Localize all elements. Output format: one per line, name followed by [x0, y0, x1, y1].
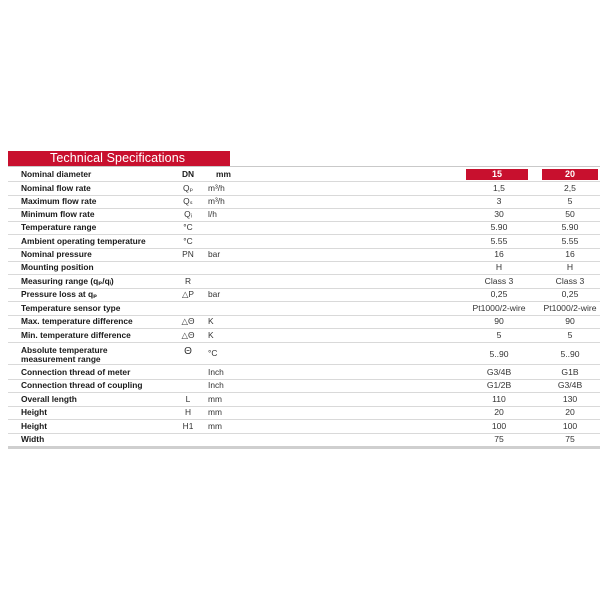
value-dn15: 75	[494, 434, 504, 444]
row-label: Minimum flow rate	[21, 209, 95, 219]
value-dn20: 16	[565, 249, 575, 259]
value-dn15: H	[495, 262, 503, 272]
row-unit: Inch	[208, 367, 224, 377]
table-row	[8, 275, 600, 289]
row-label-line2: measurement range	[21, 354, 101, 364]
row-unit: mm	[208, 394, 222, 404]
row-label: Max. temperature difference	[21, 316, 133, 326]
row-label: Pressure loss at qₚ	[21, 289, 98, 299]
row-label: Ambient operating temperature	[21, 236, 146, 246]
row-unit: Inch	[208, 380, 224, 390]
row-label: Maximum flow rate	[21, 196, 97, 206]
row-symbol: °C	[183, 236, 193, 246]
row-unit: l/h	[208, 209, 217, 219]
row-label: Min. temperature difference	[21, 330, 131, 340]
value-dn15: Class 3	[484, 276, 514, 286]
table-row	[8, 208, 600, 222]
row-symbol: PN	[182, 249, 194, 259]
row-label: Connection thread of meter	[21, 367, 131, 377]
value-dn20: G1B	[561, 367, 579, 377]
value-dn20: 5.55	[561, 236, 579, 246]
value-dn15: 20	[494, 407, 504, 417]
table-row	[8, 420, 600, 434]
value-dn15: 16	[494, 249, 504, 259]
value-dn20: 130	[562, 394, 578, 404]
row-label: Width	[21, 434, 45, 444]
row-label	[21, 346, 108, 364]
value-dn15: 90	[494, 316, 504, 326]
row-label: Mounting position	[21, 262, 94, 272]
row-unit: mm	[208, 407, 222, 417]
table-row	[8, 302, 600, 316]
table-row	[8, 261, 600, 275]
table-row	[8, 221, 600, 235]
value-dn15: 1,5	[493, 183, 505, 193]
row-unit: bar	[208, 289, 221, 299]
row-symbol: △P	[181, 289, 195, 299]
table-row	[8, 248, 600, 262]
row-unit: K	[208, 316, 214, 326]
value-dn20: 5.90	[561, 222, 579, 232]
value-dn15: G1/2B	[486, 380, 512, 390]
section-title: Technical Specifications	[8, 151, 230, 166]
table-row	[8, 182, 600, 196]
row-label: Connection thread of coupling	[21, 380, 143, 390]
table-row	[8, 433, 600, 449]
row-unit: mm	[208, 421, 222, 431]
row-symbol: Qₛ	[183, 196, 193, 206]
header-row	[8, 168, 600, 182]
value-dn20: 2,5	[564, 183, 576, 193]
value-dn20: 100	[562, 421, 578, 431]
value-dn20: 0,25	[561, 289, 579, 299]
table-row	[8, 315, 600, 329]
table-row	[8, 235, 600, 249]
row-unit: K	[208, 330, 214, 340]
row-label: Nominal pressure	[21, 249, 92, 259]
table-row	[8, 366, 600, 380]
row-label: Nominal flow rate	[21, 183, 91, 193]
value-dn20: H	[566, 262, 574, 272]
value-dn20: 5..90	[560, 349, 580, 359]
value-dn15: 5..90	[489, 349, 509, 359]
row-label: Height	[21, 407, 48, 417]
value-dn15: 3	[496, 196, 502, 206]
value-dn20: 50	[565, 209, 575, 219]
row-symbol: °C	[183, 222, 193, 232]
row-label-line1: Absolute temperature	[21, 345, 108, 355]
row-symbol: H1	[182, 421, 194, 431]
value-dn15: 5.90	[490, 222, 508, 232]
table-row	[8, 288, 600, 302]
header-symbol: DN	[181, 169, 195, 179]
row-unit: m³/h	[208, 196, 225, 206]
theta-symbol: Θ	[184, 346, 192, 357]
row-label: Height	[21, 421, 48, 431]
row-symbol: Qₚ	[182, 183, 194, 193]
value-dn15: 5.55	[490, 236, 508, 246]
size-20-badge: 20	[542, 169, 598, 180]
row-label: Temperature sensor type	[21, 303, 121, 313]
header-label: Nominal diameter	[21, 169, 92, 179]
value-dn20: 75	[565, 434, 575, 444]
table-row	[8, 195, 600, 209]
value-dn20: 5	[567, 196, 573, 206]
value-dn15: G3/4B	[486, 367, 512, 377]
value-dn15: 30	[494, 209, 504, 219]
row-symbol: R	[184, 276, 192, 286]
value-dn20: Pt1000/2-wire	[543, 303, 597, 313]
table-row	[8, 329, 600, 343]
table-row	[8, 343, 600, 365]
title-divider	[8, 166, 600, 167]
table-row	[8, 406, 600, 420]
value-dn15: 100	[491, 421, 507, 431]
row-label: Overall length	[21, 394, 77, 404]
row-unit: bar	[208, 249, 221, 259]
value-dn15: 0,25	[490, 289, 508, 299]
table-row	[8, 379, 600, 393]
value-dn20: Class 3	[555, 276, 585, 286]
value-dn15: 110	[492, 394, 506, 404]
row-label: Temperature range	[21, 222, 97, 232]
row-symbol: △Θ	[181, 316, 195, 326]
row-label: Measuring range (qₚ/qᵢ)	[21, 276, 114, 286]
row-symbol: L	[185, 394, 191, 404]
table-row	[8, 393, 600, 407]
row-unit: °C	[208, 348, 218, 358]
value-dn20: 90	[565, 316, 575, 326]
size-15-badge: 15	[466, 169, 528, 180]
row-symbol: Qᵢ	[184, 209, 192, 219]
value-dn15: Pt1000/2-wire	[472, 303, 526, 313]
value-dn20: 5	[567, 330, 573, 340]
header-unit: mm	[216, 169, 231, 179]
row-unit: m³/h	[208, 183, 225, 193]
value-dn20: 20	[565, 407, 575, 417]
value-dn20: G3/4B	[557, 380, 583, 390]
row-symbol: △Θ	[181, 330, 195, 340]
row-symbol: H	[184, 407, 192, 417]
value-dn15: 5	[496, 330, 502, 340]
